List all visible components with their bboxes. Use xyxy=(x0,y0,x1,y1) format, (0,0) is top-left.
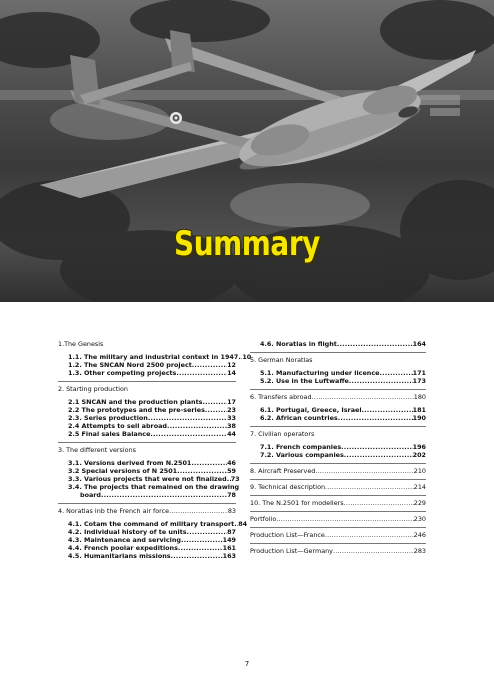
toc-section-title: 9. Technical description xyxy=(250,483,326,491)
toc-section-heading xyxy=(58,446,236,454)
toc-section-title: 7. Civilian operators xyxy=(250,430,315,438)
toc-entry xyxy=(58,353,252,361)
toc-page-number: 23 xyxy=(227,406,236,414)
toc-page-number: 196 xyxy=(412,443,426,451)
toc-entry-title: 1.3. Other competing projects xyxy=(68,369,177,377)
toc-leader-dots xyxy=(202,398,227,406)
summary-title: Summary xyxy=(174,224,320,264)
toc-entry xyxy=(58,398,236,406)
toc-section-title: 10. The N.2501 for modellers xyxy=(250,499,344,507)
toc-divider xyxy=(250,543,426,544)
toc-leader-dots xyxy=(276,515,414,523)
toc-page-number: 73 xyxy=(230,475,240,483)
toc-leader-dots xyxy=(325,531,414,539)
toc-leader-dots xyxy=(349,377,413,385)
toc-section-title: 5. German Noratlas xyxy=(250,356,313,364)
toc-leader-dots xyxy=(181,536,223,544)
toc-leader-dots xyxy=(192,361,227,369)
toc-page-number: 83 xyxy=(227,507,236,515)
toc-entry-title: 4.5. Humanitarians missions xyxy=(68,552,171,560)
toc-page-number: 14 xyxy=(227,369,236,377)
toc-entry xyxy=(58,536,236,544)
toc-entry-title-cont: board xyxy=(80,491,102,499)
toc-section-heading xyxy=(250,515,426,523)
toc-section-title: Portfolio xyxy=(250,515,277,523)
header-photo xyxy=(0,0,494,302)
toc-leader-dots xyxy=(338,414,413,422)
toc-section-title: 6. Transfers abroad xyxy=(250,393,312,401)
toc-page-number: 246 xyxy=(413,531,426,539)
toc-leader-dots xyxy=(178,544,223,552)
toc-entry xyxy=(58,528,236,536)
toc-entry xyxy=(58,414,236,422)
toc-divider xyxy=(250,389,426,390)
toc-leader-dots xyxy=(312,393,414,401)
toc-entry xyxy=(58,430,236,438)
toc-section-heading xyxy=(58,340,236,348)
toc-page-number: 87 xyxy=(227,528,236,536)
toc-section-title: 4. Noratlas inb the French air force xyxy=(58,507,170,515)
toc-section-heading xyxy=(250,483,426,491)
toc-section-title: 8. Aircraft Preserved xyxy=(250,467,316,475)
toc-entry-title: 4.3. Maintenance and servicing xyxy=(68,536,181,544)
toc-section-heading xyxy=(250,499,426,507)
toc-entry-title: 4.1. Cotam the command of military transport xyxy=(68,520,235,528)
page-number: 7 xyxy=(244,660,250,668)
toc-entry xyxy=(58,483,240,499)
toc-entry xyxy=(250,340,426,348)
toc-section-title: Production List—France xyxy=(250,531,325,539)
toc-leader-dots xyxy=(341,443,413,451)
toc-entry-title: 3.1. Versions derived from N.2501 xyxy=(68,459,192,467)
toc-entry-title: 5.2. Use in the Luftwaffe xyxy=(260,377,349,385)
toc-entry xyxy=(58,361,236,369)
toc-divider xyxy=(250,426,426,427)
toc-entry-title: 4.6. Noratlas in flight xyxy=(260,340,337,348)
toc-entry-title: 6.2. African countries xyxy=(260,414,338,422)
toc-leader-dots xyxy=(148,414,227,422)
toc-page-number: 202 xyxy=(412,451,426,459)
toc-entry-title: 2.3. Series production xyxy=(68,414,148,422)
toc-divider xyxy=(250,511,426,512)
toc-entry xyxy=(250,406,426,414)
toc-section-heading xyxy=(250,467,426,475)
toc-entry-title: 5.1. Manufacturing under licence xyxy=(260,369,380,377)
toc-page-number: 230 xyxy=(413,515,426,523)
toc-entry xyxy=(250,369,426,377)
toc-leader-dots xyxy=(101,491,227,499)
toc-entry xyxy=(58,544,236,552)
toc-page-number: 164 xyxy=(412,340,426,348)
toc-page-number: 180 xyxy=(413,393,426,401)
toc-entry-title: 2.4 Attempts to sell abroad xyxy=(68,422,167,430)
toc-leader-dots xyxy=(315,467,413,475)
toc-entry-title: 7.2. Various companies xyxy=(260,451,344,459)
toc-entry-title: 1.2. The SNCAN Nord 2500 project xyxy=(68,361,192,369)
toc-divider xyxy=(58,442,236,443)
toc-section-heading xyxy=(250,393,426,401)
toc-section-heading xyxy=(58,385,236,393)
toc-entry xyxy=(250,443,426,451)
toc-left-column xyxy=(58,340,252,560)
toc-entry xyxy=(250,451,426,459)
toc-page-number: 84 xyxy=(238,520,248,528)
toc-entry xyxy=(58,459,236,467)
toc-page-number: 229 xyxy=(413,499,426,507)
toc-section-title: Production List—Germany xyxy=(250,547,333,555)
toc-entry-title: 7.1. French companies xyxy=(260,443,342,451)
toc-leader-dots xyxy=(379,369,412,377)
toc-section-heading xyxy=(58,507,236,515)
toc-divider xyxy=(58,381,236,382)
toc-leader-dots xyxy=(176,369,227,377)
toc-entry-title: 3.4. The projects that remained on the drawing xyxy=(68,483,240,491)
toc-leader-dots xyxy=(205,406,227,414)
toc-leader-dots xyxy=(191,459,227,467)
toc-leader-dots xyxy=(344,451,413,459)
toc-leader-dots xyxy=(333,547,414,555)
toc-divider xyxy=(250,352,426,353)
toc-entry-title: 1.1. The military and industrial context in 1947 xyxy=(68,353,239,361)
toc-entry xyxy=(58,475,240,483)
toc-entry xyxy=(250,414,426,422)
toc-page-number: 163 xyxy=(222,552,236,560)
toc-right-column xyxy=(250,340,426,555)
toc-page-number: 171 xyxy=(412,369,426,377)
toc-leader-dots xyxy=(169,507,228,515)
toc-divider xyxy=(250,527,426,528)
toc-entry-title: 3.3. Various projects that were not finalized xyxy=(68,475,227,483)
toc-leader-dots xyxy=(337,340,413,348)
toc-entry xyxy=(58,422,236,430)
toc-divider xyxy=(250,495,426,496)
toc-leader-dots xyxy=(325,483,414,491)
toc-entry xyxy=(250,377,426,385)
toc-page-number: 181 xyxy=(412,406,426,414)
toc-divider xyxy=(58,503,236,504)
toc-divider xyxy=(250,463,426,464)
toc-entry-title: 4.2. Individual history of te units xyxy=(68,528,187,536)
toc-leader-dots xyxy=(150,430,227,438)
toc-section-title: 2. Starting production xyxy=(58,385,128,393)
toc-entry-title: 2.5 Final sales Balance xyxy=(68,430,151,438)
toc-leader-dots xyxy=(171,552,223,560)
toc-section-heading xyxy=(250,531,426,539)
toc-section-heading xyxy=(250,547,426,555)
toc-entry xyxy=(58,369,236,377)
toc-page-number: 149 xyxy=(222,536,236,544)
toc-entry-title: 2.1 SNCAN and the production plants xyxy=(68,398,203,406)
toc-page-number: 17 xyxy=(227,398,236,406)
toc-page-number: 46 xyxy=(227,459,236,467)
toc-page-number: 214 xyxy=(413,483,426,491)
toc-entry xyxy=(58,552,236,560)
toc-page-number: 78 xyxy=(227,491,236,499)
toc-page-number: 38 xyxy=(227,422,236,430)
toc-entry-title: 3.2 Special versions of N 2501 xyxy=(68,467,178,475)
toc-section-heading xyxy=(250,430,426,438)
toc-page-number: 12 xyxy=(227,361,236,369)
toc-leader-dots xyxy=(344,499,414,507)
toc-page-number: 161 xyxy=(222,544,236,552)
toc-divider xyxy=(250,479,426,480)
toc-section-heading xyxy=(250,356,426,364)
toc-entry-title: 2.2 The prototypes and the pre-series xyxy=(68,406,205,414)
toc-page-number: 10 xyxy=(242,353,252,361)
toc-entry xyxy=(58,520,248,528)
toc-leader-dots xyxy=(362,406,413,414)
toc-page-number: 210 xyxy=(413,467,426,475)
toc-entry-title: 4.4. French poolar expeditions xyxy=(68,544,178,552)
toc-page-number: 173 xyxy=(412,377,426,385)
toc-section-title: 3. The different versions xyxy=(58,446,136,454)
toc-page-number: 33 xyxy=(227,414,236,422)
toc-entry xyxy=(58,406,236,414)
toc-leader-dots xyxy=(177,467,227,475)
toc-entry-title: 6.1. Portugal, Greece, Israel xyxy=(260,406,362,414)
toc-page-number: 190 xyxy=(412,414,426,422)
toc-page-number: 59 xyxy=(227,467,236,475)
toc-leader-dots xyxy=(167,422,227,430)
toc-leader-dots xyxy=(187,528,228,536)
toc-page-number: 44 xyxy=(227,430,236,438)
toc-page-number: 283 xyxy=(413,547,426,555)
toc-entry xyxy=(58,467,236,475)
toc-section-title: 1.The Genesis xyxy=(58,340,104,348)
toc-entry-line xyxy=(68,491,236,499)
